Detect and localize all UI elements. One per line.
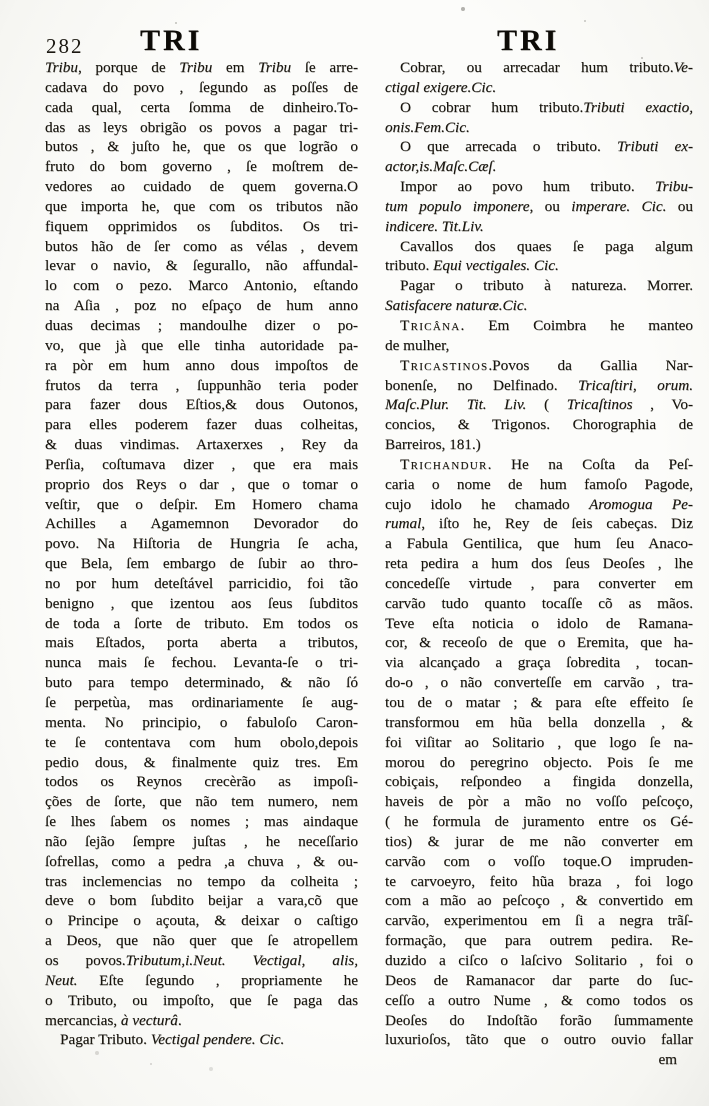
- text-line: [385, 137, 693, 157]
- text-line: [385, 554, 693, 574]
- text-line: [45, 217, 358, 237]
- body-text: para fazer dous Eſtios,& dous Outonos,: [45, 396, 358, 414]
- text-line: [45, 812, 358, 832]
- text-line: [45, 534, 358, 554]
- body-text: que Bela, ſem embargo de ſubir ao thro-: [45, 555, 358, 573]
- headword: Tricastinos: [400, 356, 489, 374]
- body-text: proprio dos Reys o dar , que o tomar o: [45, 475, 358, 493]
- latin-italic-text: Tributi ex-: [616, 138, 694, 156]
- text-line: [45, 356, 358, 376]
- latin-italic-text: Tribu: [179, 59, 213, 76]
- text-line: [45, 574, 358, 594]
- text-line: [45, 792, 358, 812]
- body-text: mercancias,: [45, 1011, 121, 1029]
- text-line: [385, 772, 693, 792]
- body-text: (: [526, 396, 567, 414]
- text-line: [45, 137, 358, 157]
- latin-italic-text: Satisfacere naturæ.Cic.: [385, 297, 528, 315]
- latin-italic-text: indicere. Tit.Liv.: [385, 217, 484, 235]
- body-text: .: [177, 1011, 182, 1029]
- body-text: os povos.: [45, 951, 126, 969]
- body-text: no por hum deteſtável parricidio, foi tão: [45, 574, 358, 592]
- text-line: [45, 415, 358, 435]
- body-text: butos hão de ſer como as vélas , devem: [45, 237, 358, 255]
- body-text: não ſejão ſempre juſtas , he neceſſario: [45, 832, 358, 850]
- text-line: [45, 633, 358, 653]
- body-text: que importa he, que com os tributos não: [45, 197, 358, 215]
- latin-italic-text: Tribu-: [655, 178, 693, 196]
- body-text: haveis de pòr a mão no voſſo peſcoço,: [385, 793, 693, 811]
- text-line: [385, 276, 693, 296]
- body-text: , Vo-: [632, 396, 693, 414]
- text-line: [45, 852, 358, 872]
- latin-italic-text: ctigal exigere.Cic.: [385, 78, 497, 96]
- body-text: a Fabula Gentilica, que hum ſeu Anaco-: [385, 535, 693, 553]
- text-line: [385, 395, 693, 415]
- text-line: [45, 376, 358, 396]
- text-line: [45, 713, 358, 733]
- body-text: ſe lhes ſabem os nomes ; mas aindaque: [45, 813, 358, 831]
- text-line: [45, 316, 358, 336]
- text-line: [45, 296, 358, 316]
- latin-italic-text: Equi vectigales. Cic.: [433, 257, 559, 275]
- text-line: [385, 475, 693, 495]
- latin-italic-text: imperare. Cic.: [571, 197, 667, 215]
- text-line: [385, 78, 693, 98]
- text-line: [385, 58, 693, 78]
- body-text: butos , & juſto he, que os que logrão o: [45, 138, 358, 156]
- text-line: [385, 177, 693, 197]
- body-text: das as leys obrigão os povos a pagar tri-: [45, 118, 358, 136]
- text-line: [45, 118, 358, 138]
- text-line: [45, 58, 358, 78]
- text-line: [385, 693, 693, 713]
- latin-italic-text: Aromogua Pe-: [588, 495, 693, 513]
- body-text: Perſia, coſtumava dizer , que era mais: [45, 455, 358, 473]
- body-text: mais Eſtados, porta aberta a tributos,: [45, 634, 358, 652]
- catchword: em: [658, 1051, 677, 1069]
- text-line: [385, 614, 693, 634]
- body-text: fiquem opprimidos os ſubditos. Os tri-: [45, 217, 358, 235]
- text-line: [385, 911, 693, 931]
- body-text: a Deos, que não quer que ſe atropellem: [45, 932, 358, 950]
- body-text: ceſſo a outro Nume , & como todos os: [385, 991, 693, 1009]
- body-text: Deos de Ramanacor dar parte do ſuc-: [385, 971, 693, 989]
- latin-italic-text: Ve-: [673, 59, 693, 76]
- text-line: [45, 971, 358, 991]
- body-text: Cobrar, ou arrecadar hum tributo.: [400, 59, 674, 76]
- body-text: ou: [666, 197, 693, 215]
- latin-italic-text: actor,is.Maſc.Cæſ.: [385, 158, 497, 176]
- text-line: [385, 852, 693, 872]
- text-line: [45, 951, 358, 971]
- text-line: [45, 911, 358, 931]
- latin-italic-text: rumal: [385, 515, 422, 533]
- body-text: levar o navio, & ſegurallo, não affundal-: [45, 257, 358, 275]
- text-line: [45, 197, 358, 217]
- body-text: cobiçais, reſpondeo a fingida donzella,: [385, 773, 693, 791]
- text-line: [385, 217, 693, 237]
- text-line: [385, 832, 693, 852]
- body-text: cor, & receoſo de que o Eremita, que ha-: [385, 634, 693, 652]
- latin-italic-text: onis.Fem.Cic.: [385, 118, 470, 136]
- body-text: Pagar o tributo à natureza. Morrer.: [400, 277, 693, 295]
- body-text: & duas vindimas. Artaxerxes , Rey da: [45, 436, 358, 454]
- body-text: lo com o pezo. Marco Antonio, eſtando: [45, 277, 358, 295]
- body-text: te ſe contentava com hum obolo,depois: [45, 733, 358, 751]
- headword: Tricâna: [400, 316, 461, 334]
- text-line: [45, 772, 358, 792]
- text-line: [385, 891, 693, 911]
- text-line: [385, 633, 693, 653]
- body-text: via alcançado a graça ſobredita , tocan-: [385, 654, 693, 672]
- body-text: reta pedira a hum dos ſeus Deoſes , lhe: [385, 555, 693, 573]
- body-text: em: [212, 59, 259, 76]
- text-line: [45, 495, 358, 515]
- text-line: [385, 415, 693, 435]
- body-text: povo. Na Hiſtoria de Hungria ſe acha,: [45, 535, 358, 553]
- body-text: tios) & jurar de me não converter em: [385, 832, 693, 850]
- text-line: [45, 177, 358, 197]
- body-text: ſofrellas, como a pedra ,a chuva , & ou-: [45, 852, 358, 870]
- text-line: [385, 336, 693, 356]
- text-line: [45, 276, 358, 296]
- text-line: [385, 812, 693, 832]
- body-text: Teve eſta noticia o idolo de Ramana-: [385, 614, 693, 632]
- body-text: todos os Reynos crecèrão as impoſi-: [45, 773, 358, 791]
- text-line: [385, 753, 693, 773]
- text-line: [45, 594, 358, 614]
- body-text: O que arrecada o tributo.: [400, 138, 617, 156]
- text-line: [385, 514, 693, 534]
- latin-italic-text: Tricaſtinos: [566, 396, 633, 414]
- body-text: concedeſſe virtude , para converter em: [385, 574, 693, 592]
- body-text: Barreiros, 181.): [385, 436, 481, 454]
- body-text: Eſte ſegundo , propriamente he: [77, 971, 358, 989]
- text-line: [45, 157, 358, 177]
- text-line: [385, 495, 693, 515]
- body-text: ſe perpetùa, mas ordinariamente ſe aug-: [45, 694, 358, 711]
- text-line: [45, 475, 358, 495]
- body-text: cada qual, certa ſomma de dinheiro.To-: [45, 98, 358, 116]
- body-text: benigno , que izentou aos ſeus ſubditos: [45, 594, 358, 612]
- body-text: tou de o matar ; & para eſte effeito ſe: [385, 694, 693, 711]
- body-text: para elles poderem fazer duas colheitas,: [45, 416, 358, 434]
- body-text: cujo idolo he chamado: [385, 495, 589, 513]
- latin-italic-text: tum populo imponere: [385, 197, 530, 215]
- body-text: fruto do bom governo , ſe moſtrem de-: [45, 158, 358, 176]
- body-text: carvão tudo quanto tocaſſe cõ as mãos.: [385, 594, 693, 612]
- body-text: formação, que para outrem pedira. Re-: [385, 932, 693, 950]
- latin-italic-text: Neut.: [45, 971, 78, 989]
- body-text: tributo.: [385, 257, 434, 275]
- latin-italic-text: Tributi exactio,: [583, 98, 693, 116]
- text-line: [45, 1011, 358, 1031]
- body-text: ra pòr em hum anno dous impoſtos de: [45, 356, 358, 374]
- text-line: [385, 356, 693, 376]
- body-text: pedio dous, & finalmente quiz tres. Em: [45, 753, 358, 771]
- text-line: [45, 256, 358, 276]
- body-text: ções de ſorte, que não tem numero, nem: [45, 793, 358, 811]
- text-line: [385, 118, 693, 138]
- text-line: [45, 395, 358, 415]
- running-title-left: TRI: [140, 24, 203, 57]
- latin-italic-text: Tributum,i.Neut. Vectigal, alis,: [125, 951, 358, 969]
- body-text: o Principe o açouta, & deixar o caſtigo: [45, 912, 358, 930]
- text-line: [45, 98, 358, 118]
- text-line: [385, 296, 693, 316]
- text-line: [385, 237, 693, 257]
- latin-italic-text: Tribu: [45, 59, 78, 76]
- text-line: [385, 316, 693, 336]
- text-line: [385, 574, 693, 594]
- headword: Trichandur: [400, 455, 488, 473]
- text-line: [385, 951, 693, 971]
- body-text: buto para tempo determinado, & não ſó: [45, 674, 358, 692]
- body-text: de mulher,: [385, 336, 450, 354]
- text-line: [45, 991, 358, 1011]
- body-text: Impor ao povo hum tributo.: [400, 178, 656, 196]
- body-text: , porque de: [77, 59, 180, 76]
- text-line: [385, 455, 693, 475]
- body-text: . Em Coimbra he manteo: [460, 316, 693, 334]
- text-line: [45, 554, 358, 574]
- latin-italic-text: Maſc.Plur. Tit. Liv.: [385, 396, 527, 414]
- body-text: O cobrar hum tributo.: [400, 98, 584, 116]
- text-line: [385, 931, 693, 951]
- body-text: Pagar Tributo.: [60, 1031, 151, 1049]
- text-line: [385, 673, 693, 693]
- text-line: [385, 991, 693, 1011]
- text-line: [45, 1030, 358, 1050]
- text-line: [45, 514, 358, 534]
- body-text: com a mão ao peſcoço , & convertido em: [385, 892, 693, 910]
- latin-italic-text: Tricaſtiri, orum.: [578, 376, 693, 394]
- text-line: [45, 753, 358, 773]
- body-text: de toda a ſorte de tributo. Em todos os: [45, 614, 358, 632]
- text-line: [45, 614, 358, 634]
- body-text: Cavallos dos quaes ſe paga algum: [400, 237, 693, 255]
- body-text: vo, que jà que elle tinha autoridade pa-: [45, 336, 358, 354]
- body-text: morou do peregrino objecto. Pois ſe me: [385, 753, 693, 771]
- body-text: frutos da terra , ſuppunhão teria poder: [45, 376, 358, 394]
- body-text: cadava do povo , ſegundo as poſſes de: [45, 78, 358, 96]
- text-line: [385, 594, 693, 614]
- text-line: [45, 455, 358, 475]
- body-text: .Povos da Gallia Nar-: [488, 356, 693, 374]
- text-line: [385, 98, 693, 118]
- body-text: te carvoeyro, feito hũa braza , foi logo: [385, 872, 693, 890]
- text-line: [385, 534, 693, 554]
- body-text: menta. No principio, o fabuloſo Caron-: [45, 713, 358, 731]
- text-line: [45, 832, 358, 852]
- text-line: [45, 78, 358, 98]
- right-column: [385, 58, 693, 1070]
- body-text: luxurioſos, tãto que o outro ouvio fallar: [385, 1031, 693, 1049]
- body-text: transformou em hũa bella donzella , &: [385, 713, 693, 731]
- text-line: [385, 1030, 693, 1050]
- text-line: [385, 971, 693, 991]
- text-line: [45, 733, 358, 753]
- latin-italic-text: à vecturâ: [120, 1011, 178, 1029]
- body-text: ( he formula de juramento entre os Gé-: [385, 813, 693, 831]
- body-text: , iſto he, Rey de ſeis cabeças. Diz: [421, 515, 693, 533]
- body-text: bonenſe, no Delfinado.: [385, 376, 578, 394]
- body-text: . He na Coſta da Peſ-: [487, 455, 693, 473]
- body-text: duas decimas ; mandoulhe dizer o po-: [45, 316, 358, 334]
- body-text: vedores ao cuidado de quem governa.O: [45, 178, 358, 196]
- body-text: Deoſes do Indoſtão forão ſummamente: [385, 1011, 693, 1029]
- body-text: veſtir, que o deſpir. Em Homero chama: [45, 495, 358, 513]
- latin-italic-text: Vectigal pendere. Cic.: [150, 1031, 285, 1049]
- body-text: carvão, experimentou em ſi a negra trãſ-: [385, 912, 693, 930]
- text-line: [45, 237, 358, 257]
- text-line: [45, 653, 358, 673]
- body-text: caria o nome de hum famoſo Pagode,: [385, 475, 693, 493]
- text-line: [45, 336, 358, 356]
- body-text: concios, & Trigonos. Chorographia de: [385, 416, 693, 434]
- body-text: tras inclemencias no tempo da colheita ;: [45, 872, 358, 890]
- body-text: ſe arre-: [291, 59, 359, 76]
- left-column: [45, 58, 358, 1050]
- text-line: [45, 693, 358, 713]
- text-line: [385, 653, 693, 673]
- body-text: foi viſitar ao Solitario , que logo ſe na-: [385, 733, 693, 751]
- text-line: [45, 891, 358, 911]
- running-title-right: TRI: [497, 24, 560, 57]
- body-text: duzido a ciſco o laſcivo Solitario , foi o: [385, 951, 693, 969]
- body-text: nunca mais ſe fechou. Levanta-ſe o tri-: [45, 654, 358, 672]
- body-text: do-o , o não converteſſe em carvão , tra-: [385, 674, 693, 692]
- body-text: deve o bom ſubdito beijar a vara,cõ que: [45, 892, 358, 910]
- text-line: [385, 1011, 693, 1031]
- text-line: [45, 435, 358, 455]
- text-line: [385, 157, 693, 177]
- text-line: [45, 673, 358, 693]
- text-line: [385, 713, 693, 733]
- text-line: [385, 197, 693, 217]
- body-text: carvão com o voſſo toque.O impruden-: [385, 852, 693, 870]
- body-text: , ou: [529, 197, 572, 215]
- body-text: o Tributo, ou impoſto, que ſe paga das: [45, 991, 358, 1009]
- body-text: Achilles a Agamemnon Devorador do: [45, 515, 358, 533]
- text-line: [385, 376, 693, 396]
- page-number: 282: [46, 34, 84, 58]
- text-line: [385, 872, 693, 892]
- scan-speckles: [0, 0, 2, 2]
- text-line: [385, 792, 693, 812]
- text-line: [45, 931, 358, 951]
- latin-italic-text: Tribu: [258, 59, 292, 76]
- body-text: na Aſia , poz no eſpaço de hum anno: [45, 297, 358, 315]
- text-line: [385, 435, 693, 455]
- text-line: [385, 256, 693, 276]
- text-line: [385, 733, 693, 753]
- text-line: [45, 872, 358, 892]
